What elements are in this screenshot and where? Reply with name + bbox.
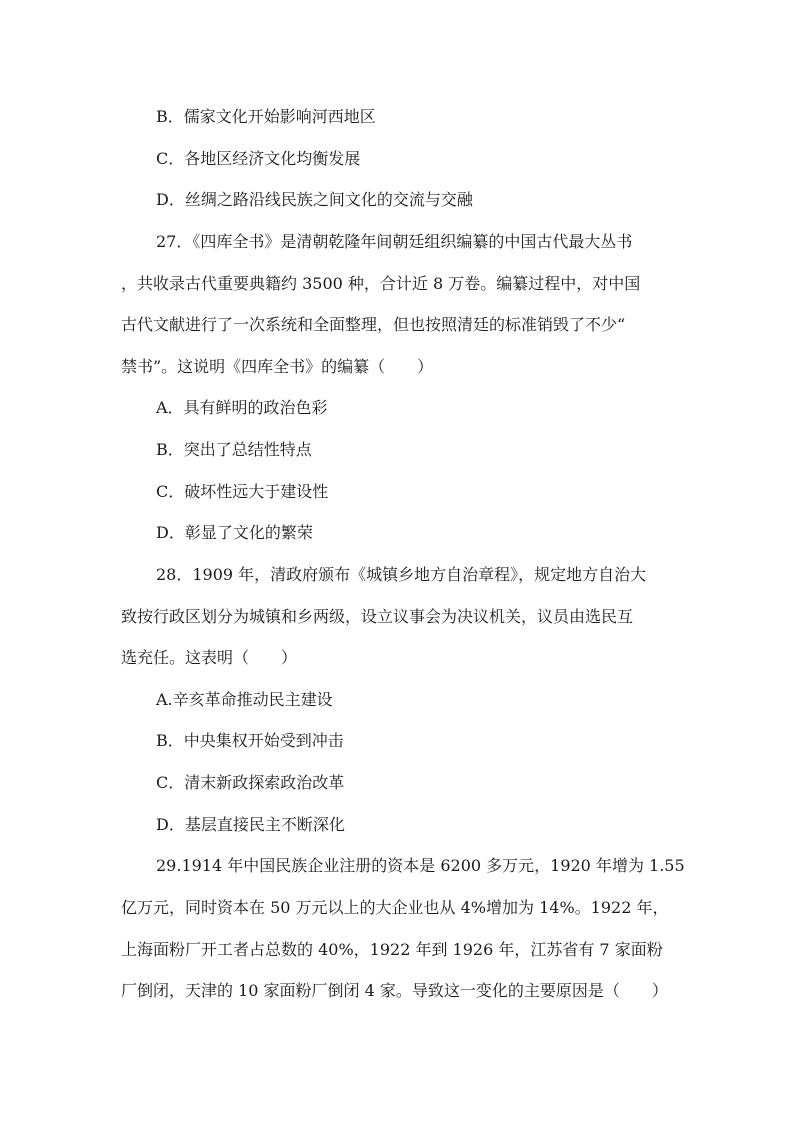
q29-stem-line-3: 上海面粉厂开工者占总数的 40%，1922 年到 1926 年，江苏省有 7 家面粉 (121, 940, 663, 959)
q28-option-b: B．中央集权开始受到冲击 (156, 731, 344, 750)
q28-stem-line-2: 致按行政区划分为城镇和乡两级，设立议事会为决议机关，议员由选民互 (121, 607, 634, 626)
q27-option-c: C．破坏性远大于建设性 (156, 482, 329, 501)
q28-stem-line-1: 28．1909 年，清政府颁布《城镇乡地方自治章程》，规定地方自治大 (156, 565, 647, 584)
q27-stem-line-4: 禁书”。这说明《四库全书》的编纂（ ） (121, 357, 434, 376)
q27-stem-line-2: ，共收录古代重要典籍约 3500 种，合计近 8 万卷。编纂过程中，对中国 (121, 274, 641, 293)
q27-stem-line-1: 27．《四库全书》是清朝乾隆年间朝廷组织编纂的中国古代最大丛书 (156, 232, 633, 251)
q28-stem-line-3: 选充任。这表明（ ） (121, 648, 298, 667)
q28-option-a: A.辛亥革命推动民主建设 (156, 690, 333, 709)
option-d-prev: D．丝绸之路沿线民族之间文化的交流与交融 (156, 190, 473, 209)
option-b-prev: B．儒家文化开始影响河西地区 (156, 107, 376, 126)
q27-option-a: A．具有鲜明的政治色彩 (156, 398, 328, 417)
q28-option-d: D．基层直接民主不断深化 (156, 815, 345, 834)
q29-stem-line-2: 亿万元，同时资本在 50 万元以上的大企业也从 4%增加为 14%。1922 年， (121, 898, 669, 917)
q27-option-b: B．突出了总结性特点 (156, 440, 312, 459)
q27-option-d: D．彰显了文化的繁荣 (156, 523, 313, 542)
q27-stem-line-3: 古代文献进行了一次系统和全面整理，但也按照清廷的标准销毁了不少“ (121, 315, 626, 334)
q28-option-c: C．清末新政探索政治改革 (156, 773, 345, 792)
option-c-prev: C．各地区经济文化均衡发展 (156, 149, 361, 168)
q29-stem-line-1: 29.1914 年中国民族企业注册的资本是 6200 多万元，1920 年增为 1.55 (156, 856, 685, 875)
q29-stem-line-4: 厂倒闭，天津的 10 家面粉厂倒闭 4 家。导致这一变化的主要原因是（ ） (121, 981, 668, 1000)
